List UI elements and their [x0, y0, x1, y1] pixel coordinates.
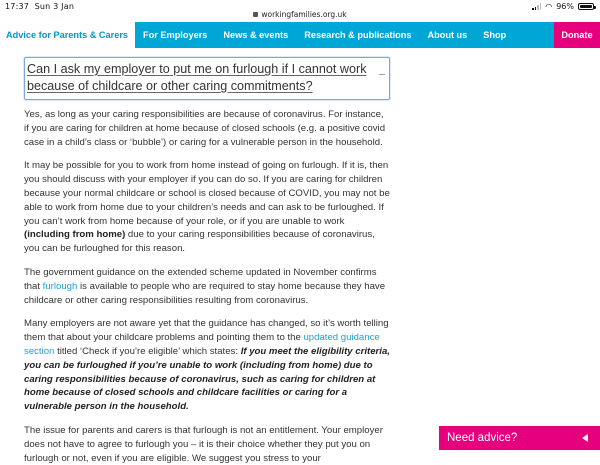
paragraph-2-bold: (including from home)	[24, 229, 126, 241]
paragraph-2	[24, 159, 390, 256]
wifi-icon: ◠	[545, 1, 553, 11]
nav-item-advice-parents-carers[interactable]: Advice for Parents & Carers	[0, 22, 135, 48]
address-bar[interactable]	[0, 10, 600, 19]
paragraph-4	[24, 317, 390, 414]
paragraph-2-text-b: due to your caring responsibilities because of coronavirus, you can be furloughed for this reason.	[24, 229, 375, 255]
furlough-link[interactable]: furlough	[42, 280, 78, 292]
battery-percent: 96%	[556, 2, 574, 11]
status-icons	[532, 2, 594, 11]
paragraph-3-text-b: is available to people who are required to stay home because they have childcare or other caring responsibilities resulting from coronavirus.	[24, 280, 386, 306]
question-heading-box[interactable]	[24, 57, 390, 100]
need-advice-label: Need advice?	[447, 432, 518, 444]
text-cursor	[379, 74, 385, 75]
nav-item-about-us[interactable]: About us	[427, 30, 468, 40]
updated-guidance-link[interactable]: updated guidance section	[24, 332, 380, 357]
question-heading: Can I ask my employer to put me on furlough if I cannot work because of childcare or other caring commitments?	[27, 62, 367, 93]
nav-item-shop[interactable]: Shop	[483, 30, 507, 40]
paragraph-1: Yes, as long as your caring responsibilities are because of coronavirus. For instance, if you are caring for children at home because of closed schools (e.g. a positive covid case in a child’s class or ‘bubble’) or caring for a vulnerable person in the household.	[24, 109, 386, 148]
nav-item-news-events[interactable]: News & events	[223, 30, 289, 40]
donate-button[interactable]: Donate	[554, 22, 600, 48]
signal-icon	[532, 3, 541, 10]
paragraph-3-text-a: The government guidance on the extended scheme updated in November confirms that	[24, 266, 377, 292]
article-content	[24, 57, 390, 465]
need-advice-button[interactable]	[439, 426, 600, 450]
paragraph-4-text-b: titled ‘Check if you’re eligible’ which states:	[54, 345, 241, 357]
paragraph-5: The issue for parents and carers is that furlough is not an entitlement. Your employer does not have to agree to furlough you – it is their choice whether they put you on furlough or not, even if you are eligible. We suggest you stress to your	[24, 424, 383, 464]
nav-item-research-publications[interactable]: Research & publications	[304, 30, 412, 40]
nav-item-for-employers[interactable]: For Employers	[143, 30, 208, 40]
chevron-left-icon	[582, 434, 588, 442]
paragraph-3	[24, 266, 390, 307]
lock-icon	[253, 12, 258, 17]
main-nav	[0, 22, 600, 48]
status-bar	[0, 0, 600, 22]
guidance-quote: If you meet the eligibility criteria, you can be furloughed if you’re unable to work (including from home) due to caring responsibilities because of coronavirus, such as caring for children at home because of closed schools and childcare facilities or caring for a vulnerable person in the household.	[24, 345, 390, 413]
paragraph-4-text-a: Many employers are not aware yet that the guidance has changed, so it’s worth telling them that about your childcare problems and pointing them to the	[24, 318, 389, 344]
battery-icon	[578, 3, 594, 10]
url-text: workingfamilies.org.uk	[261, 10, 347, 19]
paragraph-2-text-a: It may be possible for you to work from home instead of going on furlough. If it is, then you should discuss with your employer if you can do so. If you are caring for children because your normal childcare or school is closed because of COVID, you may not be able to work from home due to your children’s needs and can ask to be furloughed. If you can’t work from home because of your role, or if you are unable to work	[24, 160, 390, 227]
clock-time: 17:37	[5, 2, 30, 11]
clock-date: Sun 3 Jan	[34, 2, 75, 11]
